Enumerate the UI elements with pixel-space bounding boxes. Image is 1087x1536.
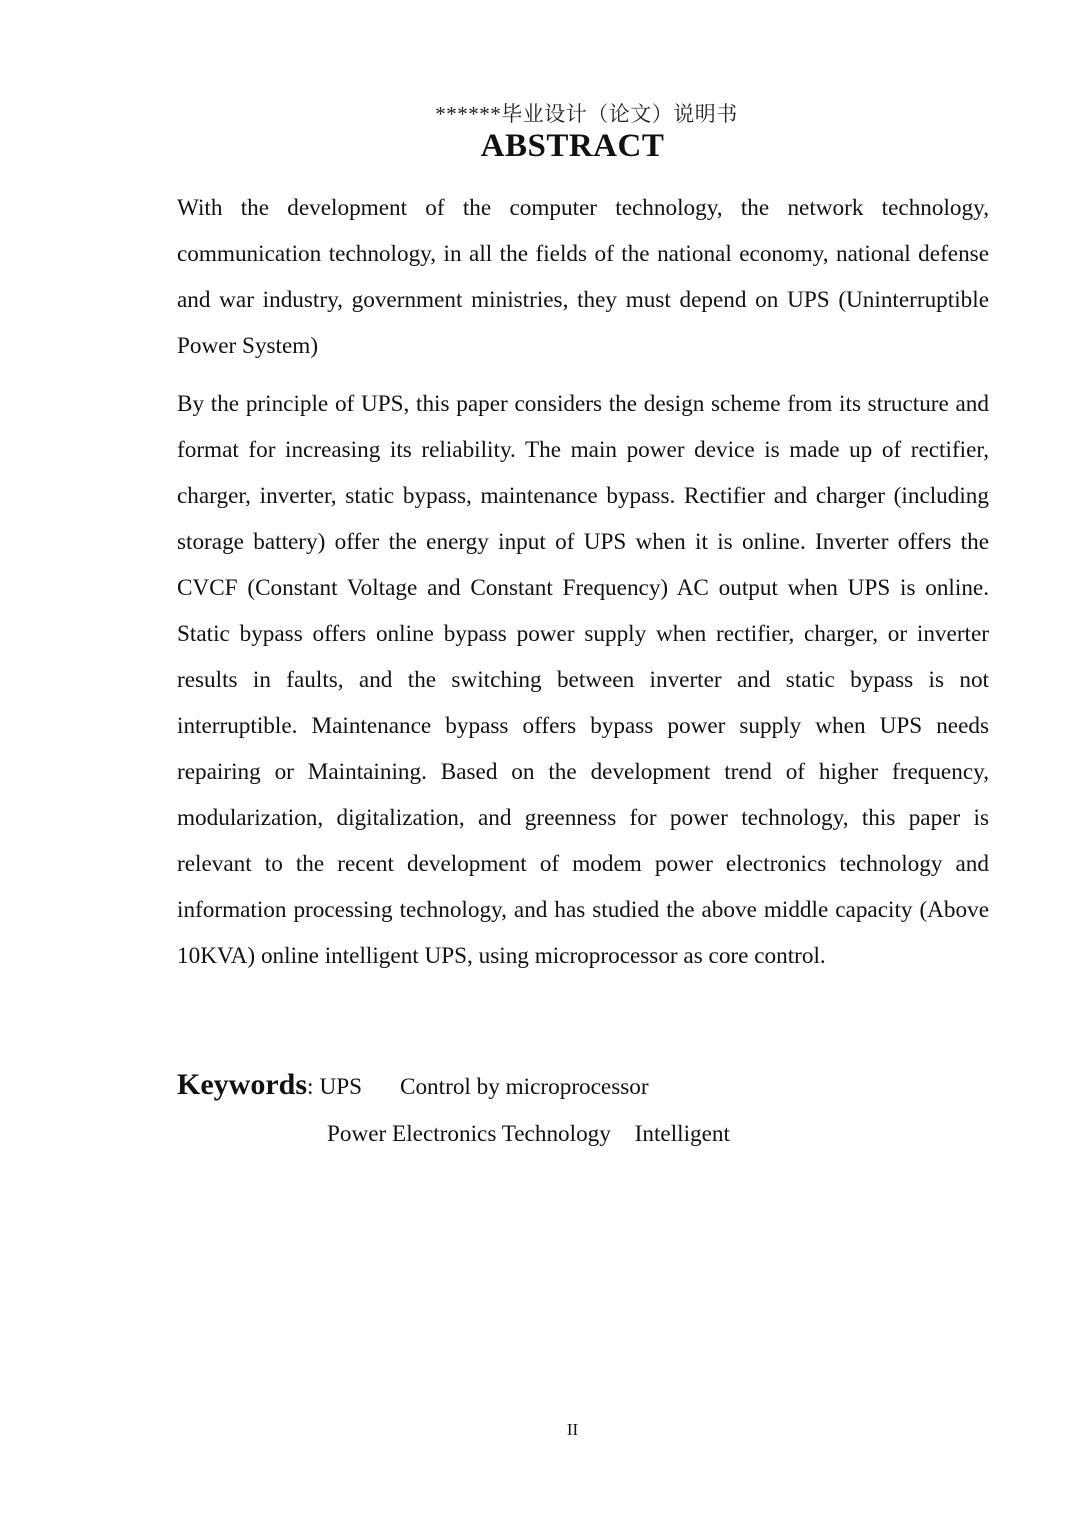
keyword-item-control: Control by microprocessor bbox=[400, 1074, 649, 1100]
keywords-row-1 bbox=[177, 1068, 989, 1112]
keyword-item-power-electronics: Power Electronics Technology bbox=[327, 1121, 611, 1147]
page-number: II bbox=[566, 1420, 579, 1439]
keyword-item-ups: UPS bbox=[319, 1074, 362, 1100]
keyword-item-intelligent: Intelligent bbox=[634, 1121, 730, 1147]
keywords-label: Keywords bbox=[177, 1068, 307, 1101]
abstract-body bbox=[177, 185, 989, 991]
abstract-title: ABSTRACT bbox=[480, 128, 665, 164]
keywords-row-2 bbox=[177, 1112, 989, 1156]
keywords-section bbox=[177, 1068, 989, 1156]
abstract-paragraph-2: By the principle of UPS, this paper considers the design scheme from its structure and format for increasing its reliability. The main power device is made up of rectifier, charger, inverter, static bypass, maintenance bypass. Rectifier and charger (including storage battery) offer the energy input of UPS when it is online. Inverter offers the CVCF (Constant Voltage and Constant Frequency) AC output when UPS is online. Static bypass offers online bypass power supply when rectifier, charger, or inverter results in faults, and the switching between inverter and static bypass is not interruptible. Maintenance bypass offers bypass power supply when UPS needs repairing or Maintaining. Based on the development trend of higher frequency, modularization, digitalization, and greenness for power technology, this paper is relevant to the recent development of modem power electronics technology and information processing technology, and has studied the above middle capacity (Above 10KVA) online intelligent UPS, using microprocessor as core control. bbox=[177, 391, 989, 969]
running-header: ******毕业设计（论文）说明书 bbox=[435, 102, 738, 126]
keywords-colon: : bbox=[307, 1074, 314, 1100]
abstract-paragraph-1: With the development of the computer technology, the network technology, communication technology, in all the fields of the national economy, national defense and war industry, government ministries, they must depend on UPS (Uninterruptible Power System) bbox=[177, 195, 989, 359]
